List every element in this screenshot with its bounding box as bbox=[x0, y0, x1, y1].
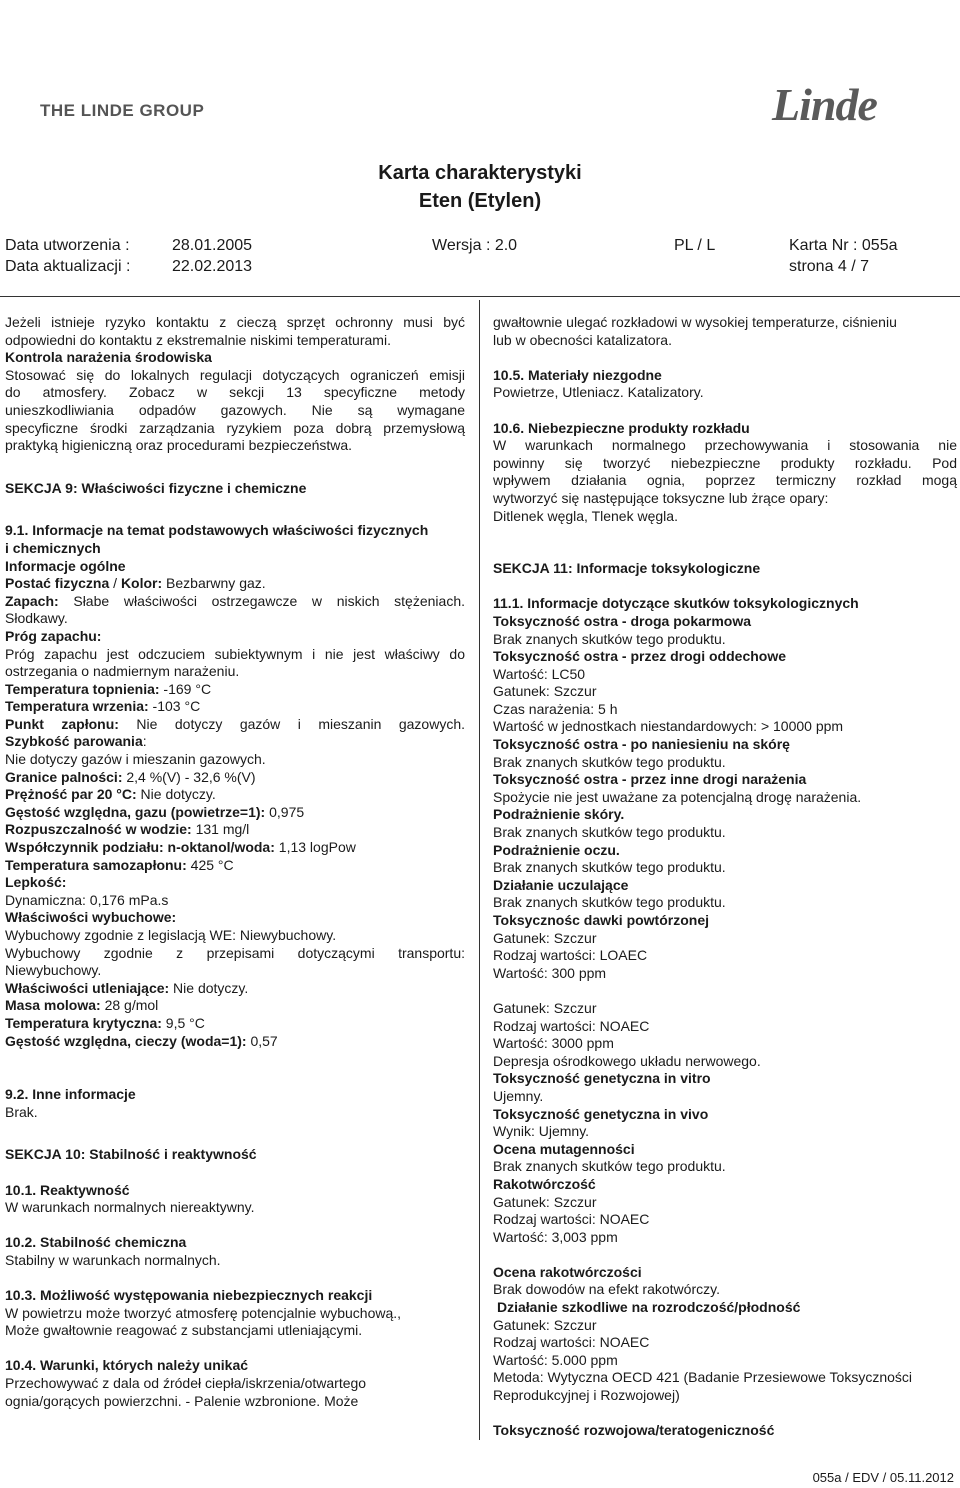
left-column bbox=[5, 314, 465, 1410]
critical-temp-label: Temperatura krytyczna: bbox=[5, 1014, 162, 1031]
solubility-label: Rozpuszczalność w wodzie: bbox=[5, 821, 192, 838]
carcinogenicity-eval-label: Ocena rakotwórczości bbox=[493, 1263, 642, 1280]
oxidizing-value: Nie dotyczy. bbox=[169, 979, 249, 996]
gas-density-value: 0,975 bbox=[265, 803, 305, 820]
text-line: W warunkach normalnego przechowywania i stosowania nie bbox=[493, 437, 957, 454]
subsection-10-2-heading: 10.2. Stabilność chemiczna bbox=[5, 1234, 187, 1251]
repeated-dose-label: Toksycznośc dawki powtórzonej bbox=[493, 912, 710, 928]
eye-irritation-label: Podrażnienie oczu. bbox=[493, 841, 620, 858]
reproductive-tox-label: Działanie szkodliwe na rozrodczość/płodność bbox=[497, 1299, 801, 1316]
subsection-10-1-heading: 10.1. Reaktywność bbox=[5, 1181, 130, 1198]
flash-row bbox=[5, 716, 465, 734]
form-separator: / bbox=[109, 575, 121, 592]
odor-label: Zapach: bbox=[5, 592, 59, 609]
text-line: Wartość: LC50 bbox=[493, 665, 586, 682]
text-line: Gatunek: Szczur bbox=[493, 929, 597, 946]
liquid-density-value: 0,57 bbox=[246, 1032, 278, 1049]
solubility-value: 131 mg/l bbox=[191, 821, 250, 838]
created-date: 28.01.2005 bbox=[172, 237, 253, 254]
text-line: Powietrze, Utleniacz. Katalizatory. bbox=[493, 384, 704, 401]
vapor-pressure-label: Prężność par 20 °C: bbox=[5, 786, 137, 803]
text-line: Wybuchowy zgodnie z legislacją WE: Niewybuchowy. bbox=[5, 927, 337, 943]
boiling-value: -103 °C bbox=[148, 698, 201, 715]
evaporation-value: Nie dotyczy gazów i mieszanin gazowych. bbox=[5, 751, 266, 768]
evaporation-label-2: parowania bbox=[73, 733, 143, 750]
partition-label: Współczynnik podziału: n-oktanol/woda: bbox=[5, 839, 275, 856]
text-line: Wynik: Ujemny. bbox=[493, 1123, 590, 1140]
text-line: ostrzegania o nadmiernym narażeniu. bbox=[5, 663, 240, 680]
text-line: W warunkach normalnych niereaktywny. bbox=[5, 1199, 255, 1216]
text-line: Brak znanych skutków tego produktu. bbox=[493, 1158, 726, 1175]
text-line: wytworzyć się następujące toksyczne lub żrące opary: bbox=[493, 489, 829, 506]
melting-value: -169 °C bbox=[159, 680, 212, 697]
document-subtitle: Eten (Etylen) bbox=[418, 190, 542, 212]
text-line: Brak znanych skutków tego produktu. bbox=[493, 894, 726, 911]
molar-mass-label: Masa molowa: bbox=[5, 997, 101, 1014]
molar-mass-value: 28 g/mol bbox=[100, 997, 159, 1014]
text-line: ognia/gorących powierzchni. - Palenie wzbronione. Może bbox=[5, 1392, 359, 1409]
text-line: Stabilny w warunkach normalnych. bbox=[5, 1251, 221, 1268]
text-line: Reprodukcyjnej i Rozwojowej) bbox=[493, 1387, 680, 1404]
section-10-heading: SEKCJA 10: Stabilność i reaktywność bbox=[5, 1146, 257, 1163]
vapor-pressure-value: Nie dotyczy. bbox=[136, 786, 216, 803]
oxidizing-label: Właściwości utleniające: bbox=[5, 979, 170, 996]
melting-row bbox=[5, 681, 465, 699]
text-line: Jeżeli istnieje ryzyko kontaktu z cieczą sprzęt ochronny musi być bbox=[5, 314, 465, 330]
solubility-row bbox=[5, 821, 465, 839]
text-line: Stosować się do lokalnych regulacji dotyczących ograniczeń emisji bbox=[5, 366, 465, 383]
explosive-label: Właściwości wybuchowe: bbox=[5, 909, 177, 926]
text-line: specyficzne środki zarządzania ryzykiem poza dobrą przemysłową bbox=[5, 419, 465, 436]
text-line: Niewybuchowy. bbox=[5, 962, 102, 979]
page-number: strona 4 / 7 bbox=[789, 258, 870, 275]
viscosity-value: Dynamiczna: 0,176 mPa.s bbox=[5, 891, 169, 908]
text-line: Brak znanych skutków tego produktu. bbox=[493, 630, 726, 647]
liquid-density-label: Gęstość względna, cieczy (woda=1): bbox=[5, 1032, 247, 1049]
flash-label: Punkt zapłonu: bbox=[5, 715, 119, 732]
skin-irritation-label: Podrażnienie skóry. bbox=[493, 806, 625, 823]
text-line: Ditlenek węgla, Tlenek węgla. bbox=[493, 507, 678, 524]
text-line: Wartość w jednostkach niestandardowych: > 10000 ppm bbox=[493, 718, 844, 735]
form-value: Bezbarwny gaz. bbox=[162, 575, 266, 592]
odor-row bbox=[5, 593, 465, 611]
vapor-pressure-row bbox=[5, 786, 465, 804]
language-code: PL / L bbox=[674, 237, 716, 254]
linde-logo: Linde bbox=[772, 79, 877, 130]
text-line: Wartość: 3,003 ppm bbox=[493, 1228, 618, 1245]
sensitisation-label: Działanie uczulające bbox=[493, 876, 629, 893]
autoignition-label: Temperatura samozapłonu: bbox=[5, 856, 187, 873]
autoignition-row bbox=[5, 857, 465, 875]
molar-mass-row bbox=[5, 997, 465, 1015]
liquid-density-row bbox=[5, 1033, 465, 1051]
text-line: Metoda: Wytyczna OECD 421 (Badanie Przesiewowe Toksyczności bbox=[493, 1369, 913, 1386]
color-label: Kolor: bbox=[120, 575, 163, 592]
carcinogenicity-label: Rakotwórczość bbox=[493, 1175, 596, 1192]
subsection-10-4-heading: 10.4. Warunki, których należy unikać bbox=[5, 1357, 249, 1374]
mutagenicity-label: Ocena mutagenności bbox=[493, 1140, 635, 1157]
genotox-vivo-label: Toksyczność genetyczna in vivo bbox=[493, 1105, 709, 1122]
acute-other-label: Toksyczność ostra - przez inne drogi narażenia bbox=[493, 771, 807, 788]
general-info-heading: Informacje ogólne bbox=[5, 557, 126, 574]
text-line: Brak. bbox=[5, 1103, 38, 1120]
acute-inhalation-label: Toksyczność ostra - przez drogi oddechowe bbox=[493, 648, 787, 665]
melting-label: Temperatura topnienia: bbox=[5, 680, 160, 697]
card-number: Karta Nr : 055a bbox=[789, 237, 898, 254]
oxidizing-row bbox=[5, 980, 465, 998]
text-line: Rodzaj wartości: LOAEC bbox=[493, 947, 648, 964]
right-column bbox=[493, 314, 957, 1440]
text-line: Wartość: 5.000 ppm bbox=[493, 1351, 618, 1368]
subsection-10-3-heading: 10.3. Możliwość występowania niebezpiecznych reakcji bbox=[5, 1287, 373, 1304]
text-line: Próg zapachu jest odczuciem subiektywnym i nie jest właściwy do bbox=[5, 645, 465, 662]
partition-value: 1,13 logPow bbox=[274, 839, 356, 856]
text-line: Wartość: 300 ppm bbox=[493, 964, 607, 981]
text-line: powinny się tworzyć niebezpieczne produkty rozkładu. Pod bbox=[493, 454, 957, 471]
text-line: do atmosfery. Zobacz w sekcji 13 specyficzne metody bbox=[5, 384, 465, 401]
text-line: Brak znanych skutków tego produktu. bbox=[493, 824, 726, 841]
text-line: W powietrzu może tworzyć atmosferę potencjalnie wybuchową., bbox=[5, 1304, 402, 1321]
genotox-vitro-label: Toksyczność genetyczna in vitro bbox=[493, 1070, 711, 1087]
text-line: wpływem działania ognia, poprzez termiczny rozkład mogą bbox=[493, 472, 957, 489]
text-line: Brak znanych skutków tego produktu. bbox=[493, 859, 726, 876]
critical-temp-row bbox=[5, 1015, 465, 1033]
updated-date: 22.02.2013 bbox=[172, 258, 253, 275]
evaporation-label: Szybkość bbox=[5, 733, 70, 750]
version: Wersja : 2.0 bbox=[432, 237, 518, 254]
viscosity-label: Lepkość: bbox=[5, 874, 67, 891]
critical-temp-value: 9,5 °C bbox=[161, 1014, 205, 1031]
flash-value: Nie dotyczy gazów i mieszanin gazowych. bbox=[118, 715, 466, 732]
acute-oral-label: Toksyczność ostra - droga pokarmowa bbox=[493, 612, 752, 629]
autoignition-value: 425 °C bbox=[186, 856, 234, 873]
gas-density-label: Gęstość względna, gazu (powietrze=1): bbox=[5, 803, 266, 820]
text-line: Ujemny. bbox=[493, 1087, 544, 1104]
text-line: Rodzaj wartości: NOAEC bbox=[493, 1334, 650, 1351]
flammability-row bbox=[5, 769, 465, 787]
text-line: Spożycie nie jest uważane za potencjalną drogę narażenia. bbox=[493, 788, 862, 805]
acute-dermal-label: Toksyczność ostra - po naniesieniu na skórę bbox=[493, 736, 790, 753]
text-line: Wybuchowy zgodnie z przepisami dotyczącymi transportu: bbox=[5, 944, 465, 961]
text-line: praktyką higieniczną oraz procedurami bezpieczeństwa. bbox=[5, 437, 353, 454]
subsection-11-1-heading: 11.1. Informacje dotyczące skutków toksykologicznych bbox=[493, 595, 859, 612]
evaporation-row bbox=[5, 733, 465, 751]
subsection-9-2-heading: 9.2. Inne informacje bbox=[5, 1086, 136, 1103]
document-title: Karta charakterystyki bbox=[378, 162, 582, 184]
header-divider bbox=[0, 296, 960, 297]
text-line: Rodzaj wartości: NOAEC bbox=[493, 1211, 650, 1228]
odor-value: Słabe właściwości ostrzegawcze w niskich stężeniach. bbox=[58, 592, 465, 609]
boiling-row bbox=[5, 698, 465, 716]
text-line: Brak dowodów na efekt rakotwórczy. bbox=[493, 1281, 720, 1298]
text-line: Gatunek: Szczur bbox=[493, 999, 597, 1016]
boiling-label: Temperatura wrzenia: bbox=[5, 698, 149, 715]
text-line: Przechowywać z dala od źródeł ciepła/iskrzenia/otwartego bbox=[5, 1375, 367, 1392]
text-line: Rodzaj wartości: NOAEC bbox=[493, 1017, 650, 1034]
company-logo-text: THE LINDE GROUP bbox=[40, 101, 205, 120]
text-line: Wartość: 3000 ppm bbox=[493, 1035, 614, 1052]
section-9-heading: SEKCJA 9: Właściwości fizyczne i chemiczne bbox=[5, 479, 307, 496]
updated-label: Data aktualizacji : bbox=[5, 258, 131, 275]
subsection-9-1-heading: 9.1. Informacje na temat podstawowych właściwości fizycznych bbox=[5, 522, 429, 539]
text-line: lub w obecności katalizatora. bbox=[493, 331, 672, 348]
form-color-row bbox=[5, 575, 465, 593]
text-line: Gatunek: Szczur bbox=[493, 1316, 597, 1333]
developmental-tox-label: Toksyczność rozwojowa/teratogeniczność bbox=[493, 1422, 775, 1439]
subsection-10-6-heading: 10.6. Niebezpieczne produkty rozkładu bbox=[493, 419, 750, 436]
form-label: Postać fizyczna bbox=[5, 575, 110, 592]
text-line: Może gwałtownie reagować z substancjami utleniającymi. bbox=[5, 1322, 363, 1339]
column-divider bbox=[479, 300, 480, 1440]
text-line: Brak znanych skutków tego produktu. bbox=[493, 753, 726, 770]
section-11-heading: SEKCJA 11: Informacje toksykologiczne bbox=[493, 560, 761, 577]
text-line: Gatunek: Szczur bbox=[493, 683, 597, 700]
odor-value-cont: Słodkawy. bbox=[5, 610, 68, 627]
created-label: Data utworzenia : bbox=[5, 237, 130, 254]
footer-code: 055a / EDV / 05.11.2012 bbox=[812, 1470, 954, 1485]
text-line: Gatunek: Szczur bbox=[493, 1193, 597, 1210]
text-line: Depresja ośrodkowego układu nerwowego. bbox=[493, 1052, 761, 1069]
flammability-value: 2,4 %(V) - 32,6 %(V) bbox=[122, 768, 256, 785]
text-line: gwałtownie ulegać rozkładowi w wysokiej temperaturze, ciśnieniu bbox=[493, 314, 897, 330]
text-line: Czas narażenia: 5 h bbox=[493, 700, 618, 717]
evaporation-colon: : bbox=[142, 733, 147, 750]
heading-env-exposure: Kontrola narażenia środowiska bbox=[5, 349, 212, 366]
flammability-label: Granice palności: bbox=[5, 768, 123, 785]
odor-threshold-label: Próg zapachu: bbox=[5, 627, 102, 644]
text-line: odpowiedni do kontaktu z ekstremalnie niskimi temperaturami. bbox=[5, 331, 391, 348]
subsection-10-5-heading: 10.5. Materiały niezgodne bbox=[493, 366, 662, 383]
text-line: unieszkodliwiania odpadów gazowych. Nie są wymagane bbox=[5, 401, 465, 418]
partition-row bbox=[5, 839, 465, 857]
gas-density-row bbox=[5, 804, 465, 822]
subsection-9-1-heading-cont: i chemicznych bbox=[5, 539, 101, 556]
